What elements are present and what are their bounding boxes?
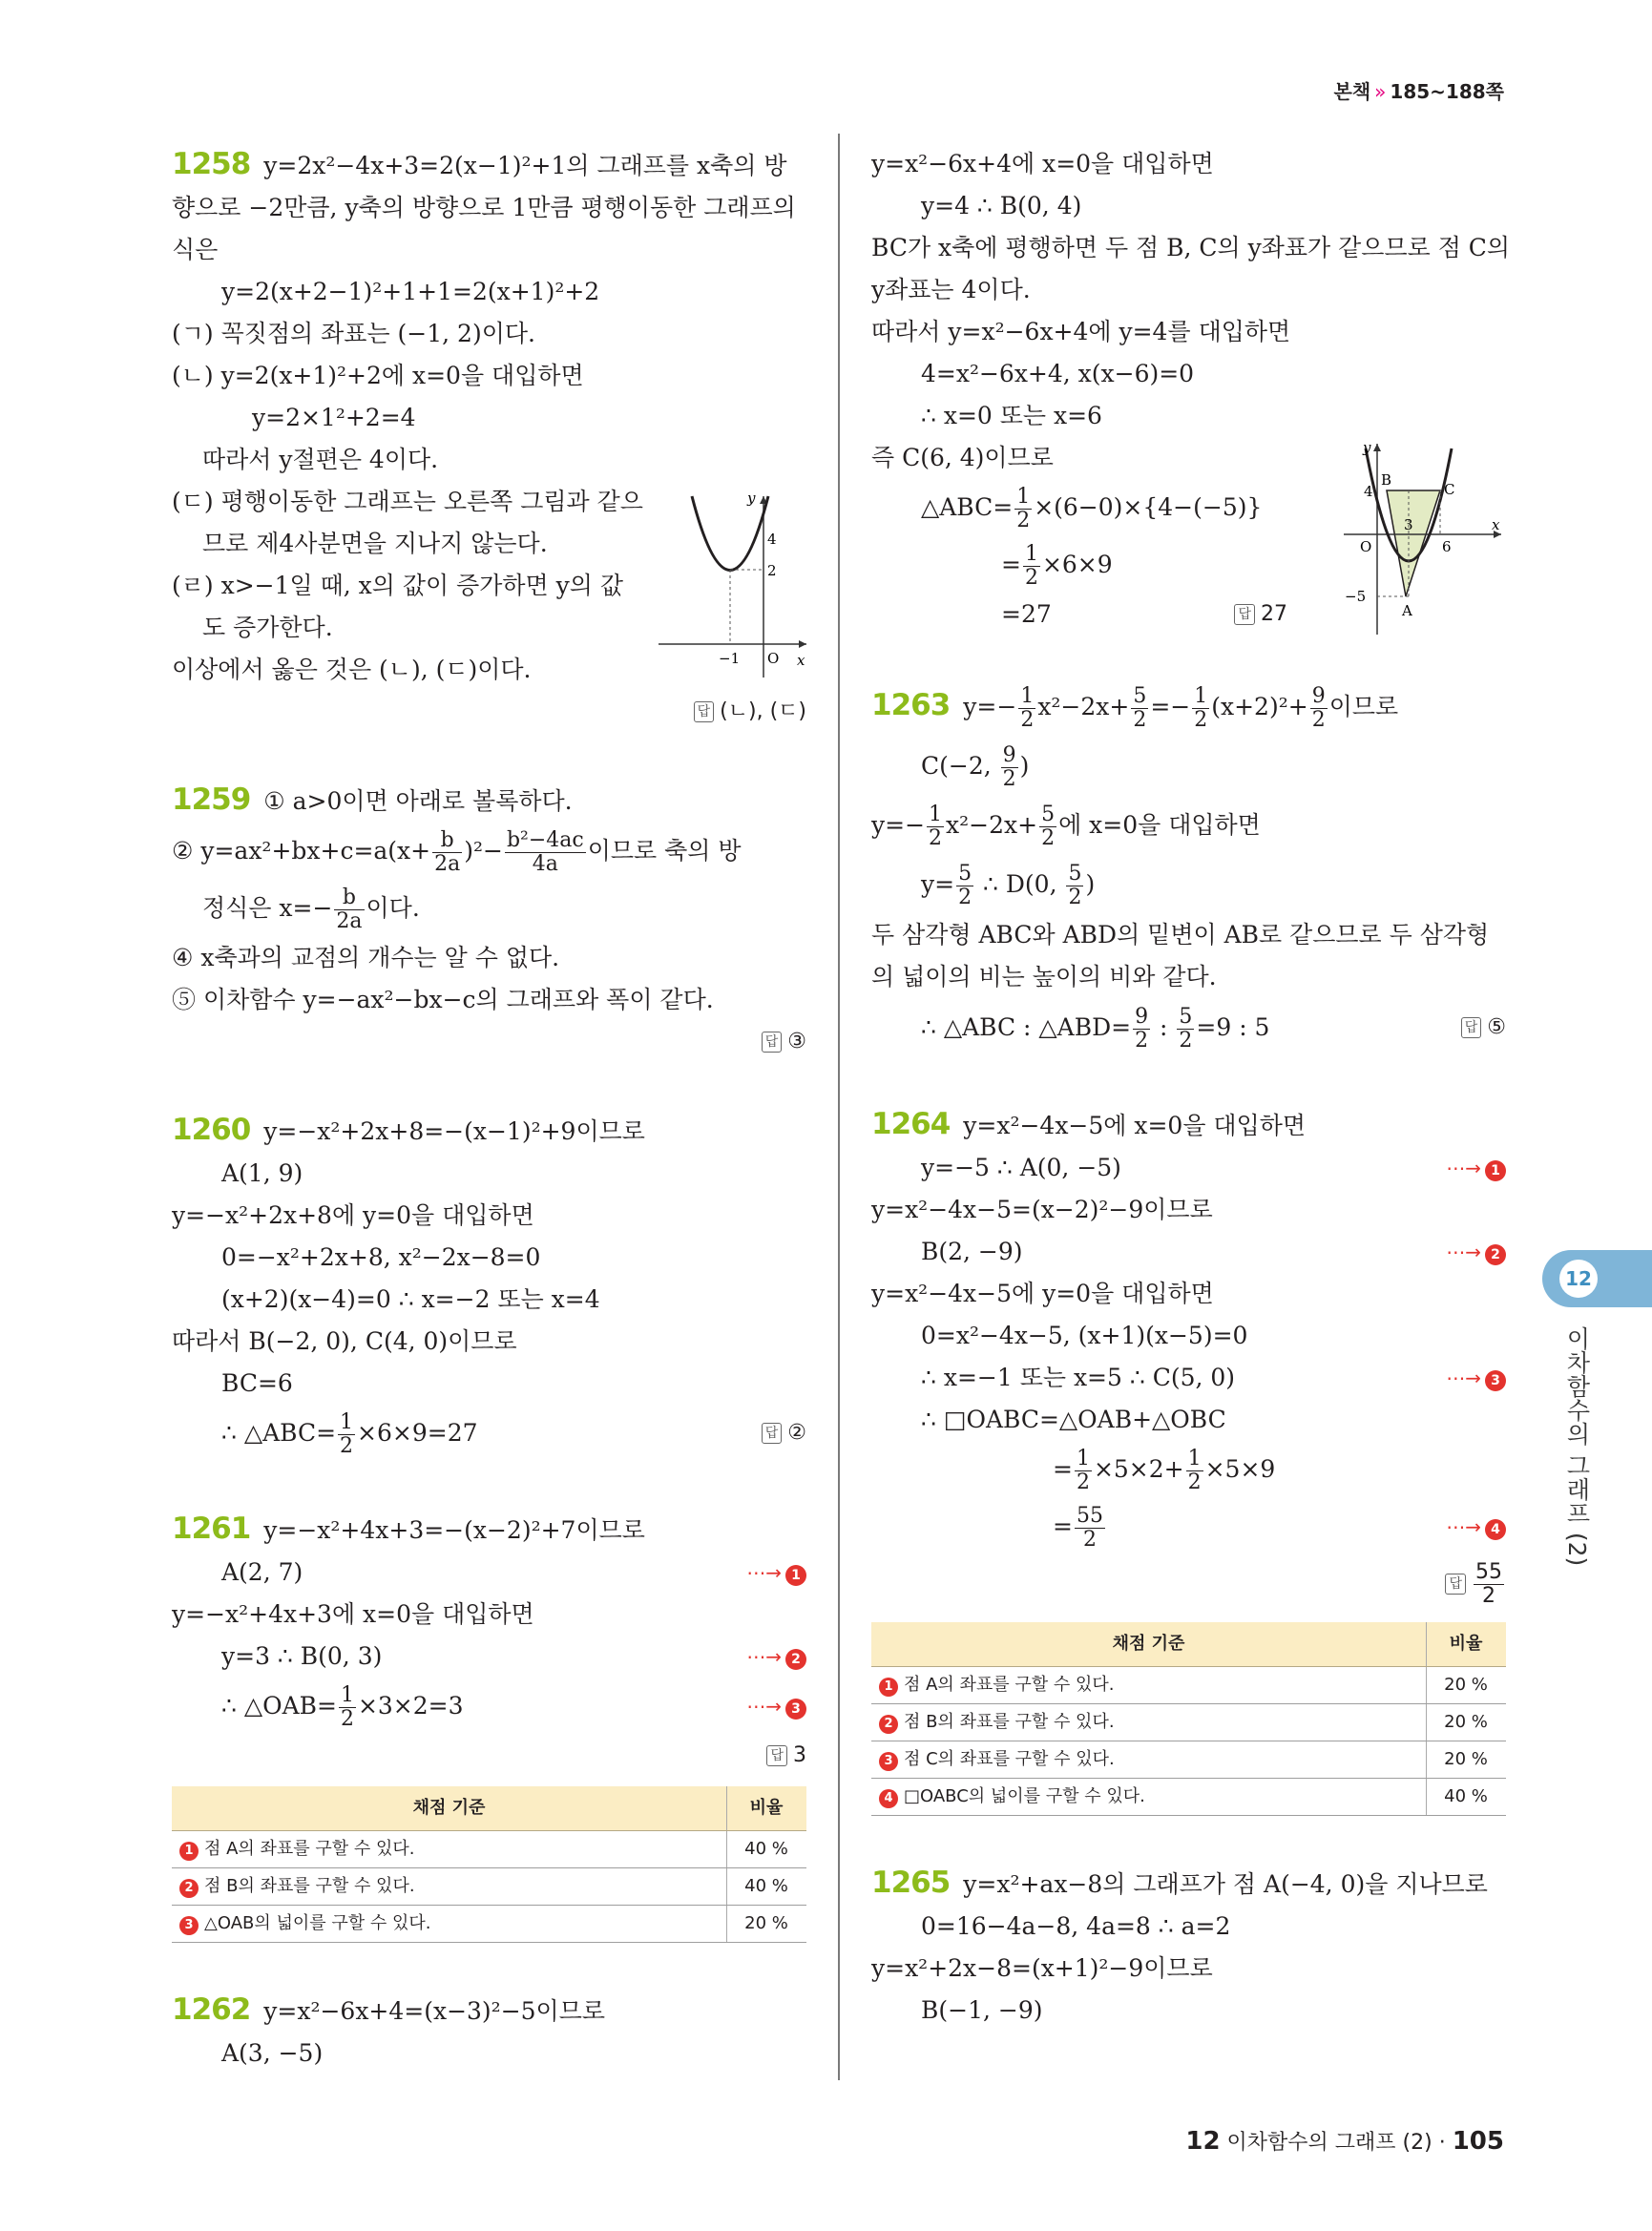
step-number: 1 bbox=[785, 1565, 806, 1586]
arrow-icon: ⋯→ bbox=[1446, 1515, 1481, 1538]
text-line: = bbox=[1053, 1455, 1073, 1483]
text-line: B(−1, −9) bbox=[921, 1996, 1043, 2024]
answer-tag-icon: 답 bbox=[1234, 604, 1255, 625]
text-line: y=x²−4x−5에 y=0을 대입하면 bbox=[871, 1280, 1214, 1307]
text-line: y=x²−6x+4에 x=0을 대입하면 bbox=[871, 150, 1214, 177]
text-line: 의 넓이의 비는 높이의 비와 같다. bbox=[871, 963, 1217, 990]
text-line: ② y=ax²+bx+c=a(x+ bbox=[172, 837, 431, 865]
text-line: 따라서 B(−2, 0), C(4, 0)이므로 bbox=[172, 1327, 517, 1355]
problem-1264 bbox=[871, 1103, 1506, 1816]
problem-number: 1264 bbox=[871, 1107, 951, 1141]
step-number: 4 bbox=[1485, 1519, 1506, 1540]
numerator: 1 bbox=[1024, 542, 1038, 566]
fraction bbox=[1192, 685, 1209, 732]
parabola-graph-1258 bbox=[654, 491, 811, 682]
text-line: = bbox=[1001, 551, 1021, 578]
equation-line: (x+2)(x−4)=0 ∴ x=−2 또는 x=4 bbox=[221, 1285, 600, 1313]
fraction bbox=[1014, 486, 1032, 532]
text-line: y좌표는 4이다. bbox=[871, 276, 1031, 303]
denominator: 2 bbox=[1024, 566, 1038, 590]
text-line: : bbox=[1152, 1013, 1176, 1041]
fraction bbox=[1001, 744, 1018, 791]
numerator: 5 bbox=[1179, 1005, 1193, 1029]
equation-line: BC=6 bbox=[221, 1369, 293, 1397]
answer bbox=[1234, 594, 1287, 636]
equation-line: ∴ □OABC=△OAB+△OBC bbox=[921, 1406, 1226, 1433]
vertex-x-label: −1 bbox=[719, 650, 741, 667]
text-line: 즉 C(6, 4)이므로 bbox=[871, 444, 1054, 471]
fraction bbox=[1075, 1505, 1105, 1552]
text-line: )²− bbox=[464, 837, 503, 865]
numerator: b bbox=[432, 829, 462, 853]
table-row bbox=[172, 1831, 806, 1868]
text-line: =27 bbox=[1001, 600, 1052, 628]
step-number: 2 bbox=[1485, 1244, 1506, 1265]
denominator: 4a bbox=[532, 852, 558, 876]
step-marker-4 bbox=[1446, 1498, 1506, 1555]
problem-number: 1263 bbox=[871, 688, 951, 722]
equation-line: 0=x²−4x−5, (x+1)(x−5)=0 bbox=[921, 1322, 1248, 1349]
text-line: A(1, 9) bbox=[221, 1159, 303, 1187]
text-line: y=3 ∴ B(0, 3) bbox=[221, 1642, 383, 1670]
chapter-number-badge: 12 bbox=[1559, 1260, 1598, 1298]
numerator: b bbox=[334, 886, 364, 910]
criterion: 점 B의 좌표를 구할 수 있다. bbox=[904, 1712, 1115, 1732]
text-line: y=−x²+2x+8에 y=0을 대입하면 bbox=[172, 1201, 534, 1229]
footer-separator: · bbox=[1438, 2131, 1446, 2155]
double-chevron-icon: » bbox=[1374, 80, 1387, 103]
text-line: ∴ △OAB= bbox=[221, 1692, 337, 1720]
denominator: 2 bbox=[958, 886, 972, 909]
arrow-icon: ⋯→ bbox=[1446, 1241, 1481, 1263]
answer-value: ② bbox=[787, 1421, 806, 1445]
numerator: 9 bbox=[1311, 684, 1326, 708]
equation-line: ∴ x=0 또는 x=6 bbox=[921, 402, 1102, 429]
denominator: 2 bbox=[1082, 1528, 1097, 1552]
step-marker-1 bbox=[1446, 1147, 1506, 1189]
fraction bbox=[1310, 685, 1328, 732]
fraction bbox=[956, 863, 973, 909]
answer bbox=[172, 1735, 806, 1777]
text-line: 에 x=0을 대입하면 bbox=[1058, 811, 1261, 839]
text-line: y=x²+2x−8=(x+1)²−9이므로 bbox=[871, 1954, 1213, 1982]
text-line: BC가 x축에 평행하면 두 점 B, C의 y좌표가 같으므로 점 C의 bbox=[871, 234, 1511, 261]
step-number: 3 bbox=[1485, 1370, 1506, 1391]
problem-number: 1262 bbox=[172, 1992, 251, 2027]
table-header: 비율 bbox=[1427, 1622, 1507, 1667]
arrow-icon: ⋯→ bbox=[1446, 1366, 1481, 1389]
numerator: 1 bbox=[340, 1410, 354, 1434]
chapter-side-tab bbox=[1542, 1250, 1652, 1307]
text-line: ×6×9=27 bbox=[357, 1419, 478, 1447]
text-line: ∴ x=−1 또는 x=5 ∴ C(5, 0) bbox=[921, 1364, 1236, 1391]
rate: 20 % bbox=[1427, 1704, 1507, 1741]
rate: 20 % bbox=[727, 1906, 807, 1943]
step-number: 2 bbox=[179, 1879, 199, 1898]
answer-value: ③ bbox=[787, 1030, 806, 1053]
fraction bbox=[338, 1411, 355, 1458]
text-line: (ㄱ) 꼭짓점의 좌표는 (−1, 2)이다. bbox=[172, 320, 535, 347]
problem-number: 1265 bbox=[871, 1866, 951, 1900]
numerator: 5 bbox=[1133, 684, 1147, 708]
fraction bbox=[1039, 803, 1056, 850]
fraction bbox=[505, 829, 586, 876]
answer bbox=[172, 691, 806, 733]
book-page-reference bbox=[1334, 76, 1504, 104]
step-number: 4 bbox=[879, 1789, 898, 1808]
page-number: 105 bbox=[1452, 2127, 1504, 2156]
numerator: 55 bbox=[1475, 1559, 1502, 1584]
numerator: 55 bbox=[1076, 1504, 1103, 1528]
denominator: 2 bbox=[1179, 1029, 1193, 1053]
step-number: 1 bbox=[879, 1678, 898, 1697]
text-line: C(−2, bbox=[921, 752, 999, 780]
text-line: y=−x²+2x+8=−(x−1)²+9이므로 bbox=[263, 1117, 645, 1145]
fraction bbox=[1023, 543, 1040, 590]
text-line: 따라서 y절편은 4이다. bbox=[202, 446, 439, 473]
table-header: 비율 bbox=[727, 1786, 807, 1831]
text-line: ⑤ 이차함수 y=−ax²−bx−c의 그래프와 폭이 같다. bbox=[172, 986, 714, 1013]
equation-line: 4=x²−6x+4, x(x−6)=0 bbox=[921, 360, 1195, 387]
denominator: 2 bbox=[1135, 1029, 1149, 1053]
text-line: (ㄴ) y=2(x+1)²+2에 x=0을 대입하면 bbox=[172, 362, 584, 389]
text-line: ∴ △ABC= bbox=[221, 1419, 337, 1447]
rate: 40 % bbox=[1427, 1779, 1507, 1816]
numerator: 1 bbox=[1187, 1447, 1202, 1470]
numerator: 1 bbox=[1076, 1447, 1090, 1470]
denominator: 2a bbox=[434, 852, 461, 876]
grading-table bbox=[871, 1622, 1506, 1816]
y-axis-label: y bbox=[1363, 439, 1371, 456]
problem-1259 bbox=[172, 779, 806, 1063]
numerator: b²−4ac bbox=[506, 828, 584, 852]
text-line: 이므로 bbox=[1328, 693, 1399, 720]
fraction bbox=[339, 1684, 356, 1731]
denominator: 2 bbox=[929, 826, 943, 850]
table-header: 채점 기준 bbox=[871, 1622, 1427, 1667]
criterion: 점 C의 좌표를 구할 수 있다. bbox=[904, 1749, 1115, 1769]
answer-tag-icon: 답 bbox=[762, 1032, 783, 1053]
fraction bbox=[927, 803, 944, 850]
text-line: B(2, −9) bbox=[921, 1238, 1023, 1265]
table-header: 채점 기준 bbox=[172, 1786, 727, 1831]
step-number: 3 bbox=[179, 1916, 199, 1935]
text-line: x²−2x+ bbox=[1037, 693, 1130, 720]
denominator: 2 bbox=[1020, 708, 1035, 732]
point-b-label: B bbox=[1381, 471, 1392, 489]
fraction bbox=[432, 829, 462, 876]
text-line: y=x²−6x+4=(x−3)²−5이므로 bbox=[263, 1997, 606, 2025]
origin-label: O bbox=[767, 650, 780, 667]
equation-line: y=4 ∴ B(0, 4) bbox=[921, 192, 1082, 219]
numerator: 1 bbox=[340, 1683, 354, 1707]
point-c-label: C bbox=[1444, 481, 1455, 498]
text-line: ① a>0이면 아래로 볼록하다. bbox=[263, 787, 573, 815]
footer-chapter-title: 이차함수의 그래프 (2) bbox=[1226, 2131, 1432, 2155]
text-line: 이다. bbox=[366, 894, 420, 922]
column-divider bbox=[838, 134, 840, 2080]
text-line: ×3×2=3 bbox=[357, 1692, 464, 1720]
fraction bbox=[1177, 1006, 1194, 1053]
answer-tag-icon: 답 bbox=[766, 1745, 787, 1766]
text-line: 식은 bbox=[172, 236, 219, 263]
text-line: y=− bbox=[963, 693, 1017, 720]
page-range: 185~188쪽 bbox=[1390, 80, 1504, 103]
step-marker-3 bbox=[1446, 1357, 1506, 1399]
answer-value: 3 bbox=[793, 1743, 806, 1767]
answer-tag-icon: 답 bbox=[1445, 1574, 1466, 1595]
y4-label: 4 bbox=[1364, 483, 1373, 500]
denominator: 2 bbox=[1016, 509, 1031, 532]
right-column bbox=[871, 143, 1511, 2077]
problem-number: 1259 bbox=[172, 782, 251, 817]
step-number: 3 bbox=[785, 1699, 806, 1720]
problem-1258 bbox=[172, 143, 806, 733]
ym5-label: −5 bbox=[1345, 588, 1367, 605]
table-row bbox=[172, 1868, 806, 1906]
text-line: 따라서 y=x²−6x+4에 y=4를 대입하면 bbox=[871, 318, 1291, 345]
denominator: 2 bbox=[1482, 1583, 1495, 1608]
numerator: 1 bbox=[1016, 485, 1031, 509]
fraction bbox=[334, 886, 364, 933]
numerator: 9 bbox=[1002, 743, 1016, 767]
text-line: y=−5 ∴ A(0, −5) bbox=[921, 1154, 1121, 1181]
step-marker-3 bbox=[746, 1678, 806, 1735]
chapter-side-title: 이차함수의 그래프 (2) bbox=[1563, 1326, 1591, 1567]
table-row bbox=[871, 1667, 1506, 1704]
problem-1265 bbox=[871, 1862, 1506, 2032]
step-marker-2 bbox=[1446, 1231, 1506, 1273]
text-line: y=x²−4x−5=(x−2)²−9이므로 bbox=[871, 1196, 1213, 1223]
arrow-icon: ⋯→ bbox=[746, 1645, 782, 1668]
criterion: 점 A의 좌표를 구할 수 있다. bbox=[204, 1839, 415, 1859]
text-line: (ㄹ) x>−1일 때, x의 값이 증가하면 y의 값 bbox=[172, 572, 624, 599]
text-line: y=x²−4x−5에 x=0을 대입하면 bbox=[963, 1112, 1307, 1139]
denominator: 2 bbox=[1041, 826, 1056, 850]
rate: 40 % bbox=[727, 1831, 807, 1868]
footer-chapter-number: 12 bbox=[1185, 2127, 1221, 2156]
x-axis-label: x bbox=[1492, 516, 1500, 533]
point-a-label: A bbox=[1402, 602, 1412, 619]
numerator: 1 bbox=[929, 803, 943, 826]
arrow-icon: ⋯→ bbox=[746, 1561, 782, 1584]
text-line: =− bbox=[1150, 693, 1191, 720]
text-line: ×(6−0)×{4−(−5)} bbox=[1034, 493, 1263, 521]
text-line: ∴ △ABC : △ABD= bbox=[921, 1013, 1132, 1041]
left-column bbox=[172, 143, 806, 2120]
denominator: 2 bbox=[1194, 708, 1208, 732]
grading-table bbox=[172, 1786, 806, 1943]
answer bbox=[762, 1405, 806, 1462]
text-line: y=2x²−4x+3=2(x−1)²+1의 그래프를 x축의 방 bbox=[263, 152, 787, 179]
problem-1261 bbox=[172, 1508, 806, 1943]
text-line: 두 삼각형 ABC와 ABD의 밑변이 AB로 같으므로 두 삼각형 bbox=[871, 921, 1490, 949]
fraction bbox=[1066, 863, 1083, 909]
table-row bbox=[871, 1779, 1506, 1816]
book-label: 본책 bbox=[1333, 80, 1371, 103]
rate: 20 % bbox=[1427, 1667, 1507, 1704]
equation-line: y=2×1²+2=4 bbox=[252, 404, 416, 431]
denominator: 2 bbox=[1187, 1470, 1202, 1494]
text-line: y=x²+ax−8의 그래프가 점 A(−4, 0)을 지나므로 bbox=[963, 1870, 1488, 1898]
denominator: 2 bbox=[1076, 1470, 1090, 1494]
criterion: □OABC의 넓이를 구할 수 있다. bbox=[904, 1786, 1145, 1806]
problem-number: 1261 bbox=[172, 1512, 251, 1546]
origin-label: O bbox=[1360, 538, 1372, 555]
text-line: y= bbox=[921, 870, 955, 898]
text-line: ④ x축과의 교점의 개수는 알 수 없다. bbox=[172, 944, 560, 971]
text-line: ×5×9 bbox=[1204, 1455, 1276, 1483]
problem-number: 1260 bbox=[172, 1113, 251, 1147]
fraction bbox=[1133, 1006, 1150, 1053]
equation-line: y=2(x+2−1)²+1+1=2(x+1)²+2 bbox=[221, 278, 600, 305]
arrow-icon: ⋯→ bbox=[746, 1695, 782, 1718]
x-axis-label: x bbox=[797, 652, 805, 669]
answer bbox=[172, 1021, 806, 1063]
denominator: 2 bbox=[1133, 708, 1147, 732]
text-line: 이상에서 옳은 것은 (ㄴ), (ㄷ)이다. bbox=[172, 656, 532, 683]
text-line: = bbox=[1053, 1512, 1073, 1540]
answer-tag-icon: 답 bbox=[1461, 1017, 1482, 1038]
answer-value: (ㄴ), (ㄷ) bbox=[720, 699, 806, 723]
text-line: 므로 제4사분면을 지나지 않는다. bbox=[202, 530, 548, 557]
answer-value: 27 bbox=[1261, 602, 1287, 626]
criterion: 점 A의 좌표를 구할 수 있다. bbox=[904, 1675, 1115, 1695]
vertex-y-label: 2 bbox=[767, 562, 777, 579]
y-intercept-label: 4 bbox=[767, 531, 777, 548]
problem-1262 bbox=[172, 1989, 806, 2075]
denominator: 2 bbox=[340, 1707, 354, 1731]
text-line: 도 증가한다. bbox=[202, 614, 333, 641]
rate: 20 % bbox=[1427, 1741, 1507, 1779]
table-row bbox=[871, 1704, 1506, 1741]
fraction bbox=[1186, 1448, 1203, 1494]
answer-tag-icon: 답 bbox=[762, 1423, 783, 1444]
text-line: (ㄷ) 평행이동한 그래프는 오른쪽 그림과 같으 bbox=[172, 488, 643, 515]
step-number: 2 bbox=[879, 1715, 898, 1734]
denominator: 2 bbox=[1311, 708, 1326, 732]
text-line: 이므로 축의 방 bbox=[587, 837, 742, 865]
text-line: ∴ D(0, bbox=[975, 870, 1065, 898]
text-line: y=−x²+4x+3에 x=0을 대입하면 bbox=[172, 1600, 534, 1628]
numerator: 1 bbox=[1194, 684, 1208, 708]
text-line: 정식은 x=− bbox=[202, 894, 333, 922]
fraction bbox=[1131, 685, 1148, 732]
x6-label: 6 bbox=[1442, 538, 1452, 555]
step-marker-2 bbox=[746, 1636, 806, 1678]
fraction bbox=[1018, 685, 1035, 732]
equation-line: 0=16−4a−8, 4a=8 ∴ a=2 bbox=[921, 1912, 1231, 1940]
text-line: ) bbox=[1085, 870, 1096, 898]
problem-1262-continued bbox=[871, 143, 1511, 636]
text-line: ×5×2+ bbox=[1093, 1455, 1184, 1483]
text-line: x²−2x+ bbox=[946, 811, 1038, 839]
answer-tag-icon: 답 bbox=[694, 701, 715, 722]
step-number: 1 bbox=[179, 1842, 199, 1861]
problem-1260 bbox=[172, 1109, 806, 1462]
text-line: 향으로 −2만큼, y축의 방향으로 1만큼 평행이동한 그래프의 bbox=[172, 194, 796, 221]
text-line: (x+2)²+ bbox=[1211, 693, 1308, 720]
step-number: 3 bbox=[879, 1752, 898, 1771]
step-number: 1 bbox=[1485, 1160, 1506, 1181]
denominator: 2 bbox=[1002, 767, 1016, 791]
numerator: 5 bbox=[1041, 803, 1056, 826]
numerator: 9 bbox=[1135, 1005, 1149, 1029]
answer bbox=[1461, 998, 1506, 1057]
page-footer bbox=[1185, 2126, 1504, 2156]
fraction bbox=[1075, 1448, 1092, 1494]
denominator: 2a bbox=[336, 909, 363, 933]
numerator: 1 bbox=[1020, 684, 1035, 708]
text-line: △ABC= bbox=[921, 493, 1014, 521]
step-number: 2 bbox=[785, 1649, 806, 1670]
text-line: y=− bbox=[871, 811, 926, 839]
text-line: =9 : 5 bbox=[1196, 1013, 1270, 1041]
numerator: 5 bbox=[958, 862, 972, 886]
rate: 40 % bbox=[727, 1868, 807, 1906]
denominator: 2 bbox=[1068, 886, 1082, 909]
text-line: y=−x²+4x+3=−(x−2)²+7이므로 bbox=[263, 1516, 645, 1544]
y-axis-label: y bbox=[747, 491, 756, 507]
criterion: 점 B의 좌표를 구할 수 있다. bbox=[204, 1876, 415, 1896]
fraction bbox=[1474, 1561, 1504, 1608]
table-row bbox=[172, 1906, 806, 1943]
parabola-graph-1262 bbox=[1339, 439, 1511, 639]
equation-line: 0=−x²+2x+8, x²−2x−8=0 bbox=[221, 1243, 541, 1271]
denominator: 2 bbox=[340, 1434, 354, 1458]
answer-value: ⑤ bbox=[1487, 1015, 1506, 1039]
arrow-icon: ⋯→ bbox=[1446, 1157, 1481, 1179]
numerator: 5 bbox=[1068, 862, 1082, 886]
text-line: A(3, −5) bbox=[221, 2039, 324, 2067]
x3-label: 3 bbox=[1404, 516, 1413, 533]
criterion: △OAB의 넓이를 구할 수 있다. bbox=[204, 1913, 431, 1933]
text-line: A(2, 7) bbox=[221, 1558, 303, 1586]
answer bbox=[871, 1555, 1506, 1613]
text-line: ×6×9 bbox=[1041, 551, 1113, 578]
step-marker-1 bbox=[746, 1552, 806, 1594]
problem-number: 1258 bbox=[172, 147, 251, 181]
problem-1263 bbox=[871, 676, 1506, 1057]
table-row bbox=[871, 1741, 1506, 1779]
text-line: ) bbox=[1019, 752, 1030, 780]
